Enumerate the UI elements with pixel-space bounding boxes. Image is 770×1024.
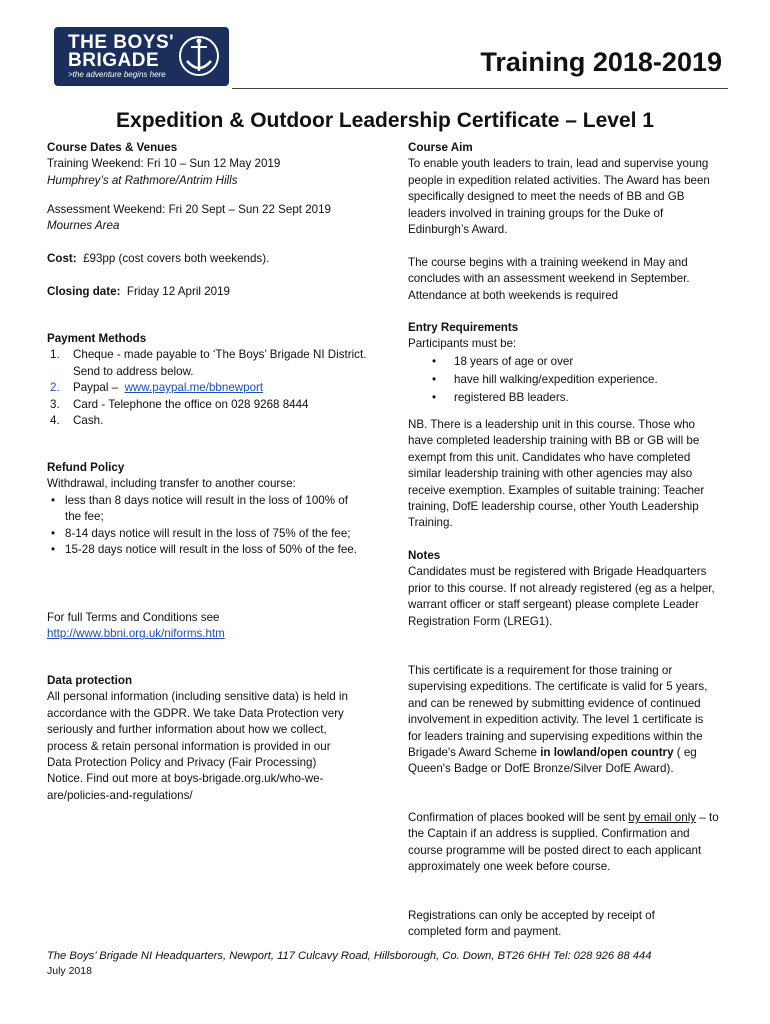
list-item: • 8-14 days notice will result in the loss of 75% of the fee; [47, 526, 367, 542]
list-item: 2. Paypal – www.paypal.me/bbnewport [50, 381, 264, 395]
data-protection-heading: Data protection [47, 674, 133, 687]
data-protection-section [47, 673, 367, 804]
refund-heading: Refund Policy [47, 461, 125, 474]
payment-heading: Payment Methods [47, 332, 147, 345]
entry-heading: Entry Requirements [408, 321, 519, 334]
payment-list [47, 347, 367, 429]
cost-label: Cost: [47, 252, 77, 265]
closing-value: Friday 12 April 2019 [120, 285, 230, 298]
certificate-text: This certificate is a requirement for those training or supervising expeditions. The certificate is valid for 5 years, and can be renewed by submitting evidence of continued involvement in expedition activity. The level 1 certificate is for leaders training and supervising expeditions within the Brigade's Award Scheme in lowland/open country ( eg Queen's Badge or DofE Bronze/Silver DofE Award). [408, 664, 708, 776]
assessment-section [47, 202, 367, 235]
aim-heading: Course Aim [408, 141, 473, 154]
payment-section [47, 331, 367, 429]
paypal-link[interactable]: www.paypal.me/bbnewport [124, 381, 264, 395]
header-divider [232, 88, 728, 89]
boys-brigade-logo [54, 27, 229, 86]
page-heading: Training 2018-2019 [480, 47, 722, 77]
confirmation-section [408, 810, 728, 876]
list-item: 4. Cash. [50, 414, 104, 428]
entry-intro: Participants must be: [408, 337, 517, 351]
list-item: 3. Card - Telephone the office on 028 9268 8444 [50, 397, 309, 411]
list-item: • 15-28 days notice will result in the loss of 50% of the fee. [47, 542, 367, 558]
entry-list [408, 353, 728, 407]
nb-text: NB. There is a leadership unit in this course. Those who have completed leadership training with BB or GB will be exempt from this unit. Candidates who have completed similar leadership training with other agencies may also receive exemption. Examples of suitable training: Teacher training, DofE leadership course, other Youth Leadership Training. [408, 418, 705, 530]
list-item: • less than 8 days notice will result in the loss of 100% of the fee; [47, 493, 367, 526]
logo-tagline: >the adventure begins here [68, 70, 166, 79]
assessment-weekend: Assessment Weekend: Fri 20 Sept – Sun 22 Sept 2019 [47, 203, 332, 216]
training-weekend: Training Weekend: Fri 10 – Sun 12 May 2019 [47, 157, 281, 171]
cost-line [47, 251, 367, 267]
confirmation-text: Confirmation of places booked will be sent by email only – to the Captain if an address is supplied. Confirmation and course programme will be posted direct to each applicant approximately one week before course. [408, 811, 719, 874]
refund-list [47, 493, 367, 559]
list-item: • have hill walking/expedition experience. [408, 371, 728, 389]
logo-line-2: BRIGADE [68, 50, 160, 71]
terms-text: For full Terms and Conditions see [47, 611, 220, 624]
closing-line [47, 284, 367, 300]
dates-heading: Course Dates & Venues [47, 141, 178, 154]
notes-text: Candidates must be registered with Brigade Headquarters prior to this course. If not already registered (eg as a helper, warrant officer or staff sergeant) please complete Leader Registration Form (LREG1). [408, 565, 715, 628]
training-venue: Humphrey’s at Rathmore/Antrim Hills [47, 173, 238, 187]
registration-text: Registrations can only be accepted by receipt of completed form and payment. [408, 909, 655, 939]
aim-section [408, 140, 728, 238]
list-item: • 18 years of age or over [408, 353, 728, 371]
aim-text-2: The course begins with a training weekend in May and concludes with an assessment weekend in September. Attendance at both weekends is required [408, 256, 690, 302]
terms-link[interactable]: http://www.bbni.org.uk/niforms.htm [47, 627, 225, 641]
entry-section [408, 320, 728, 407]
dates-section [47, 140, 367, 189]
closing-label: Closing date: [47, 285, 121, 298]
aim-text-2-block [408, 255, 728, 304]
footer-address: The Boys’ Brigade NI Headquarters, Newport, 117 Culcavy Road, Hillsborough, Co. Down, BT26 6HH Tel: 028 926 88 444 [47, 950, 652, 962]
anchor-crest-icon [175, 33, 223, 79]
footer-date: July 2018 [47, 965, 92, 977]
list-item: 1. Cheque - made payable to ‘The Boys’ Brigade NI District. Send to address below. [50, 348, 367, 378]
refund-intro: Withdrawal, including transfer to another course: [47, 477, 296, 491]
notes-heading: Notes [408, 549, 441, 562]
data-protection-text: All personal information (including sensitive data) is held in accordance with the GDPR. We take Data Protection very seriously and further information about how we collect, process & retain personal information is provided in our Data Protection Policy and Privacy (Fair Processing) Notice. Find out more at boys-brigade.org.uk/who-we-are/policies-and-regulations/ [47, 690, 348, 802]
list-item: • registered BB leaders. [408, 389, 728, 407]
document-title: Expedition & Outdoor Leadership Certificate – Level 1 [116, 109, 654, 132]
assessment-venue: Mournes Area [47, 219, 120, 233]
terms-section [47, 610, 367, 643]
cost-value: £93pp (cost covers both weekends). [76, 252, 270, 265]
certificate-section [408, 663, 728, 778]
nb-section [408, 417, 728, 532]
registration-section [408, 908, 728, 941]
notes-section [408, 548, 728, 630]
aim-text: To enable youth leaders to train, lead and supervise young people in expedition related activities. The Award has been specifically designed to meet the needs of BB and GB leaders involved in training groups for the Duke of Edinburgh’s Award. [408, 157, 710, 237]
logo-line-1: THE BOYS' [68, 32, 175, 53]
refund-section [47, 460, 367, 558]
